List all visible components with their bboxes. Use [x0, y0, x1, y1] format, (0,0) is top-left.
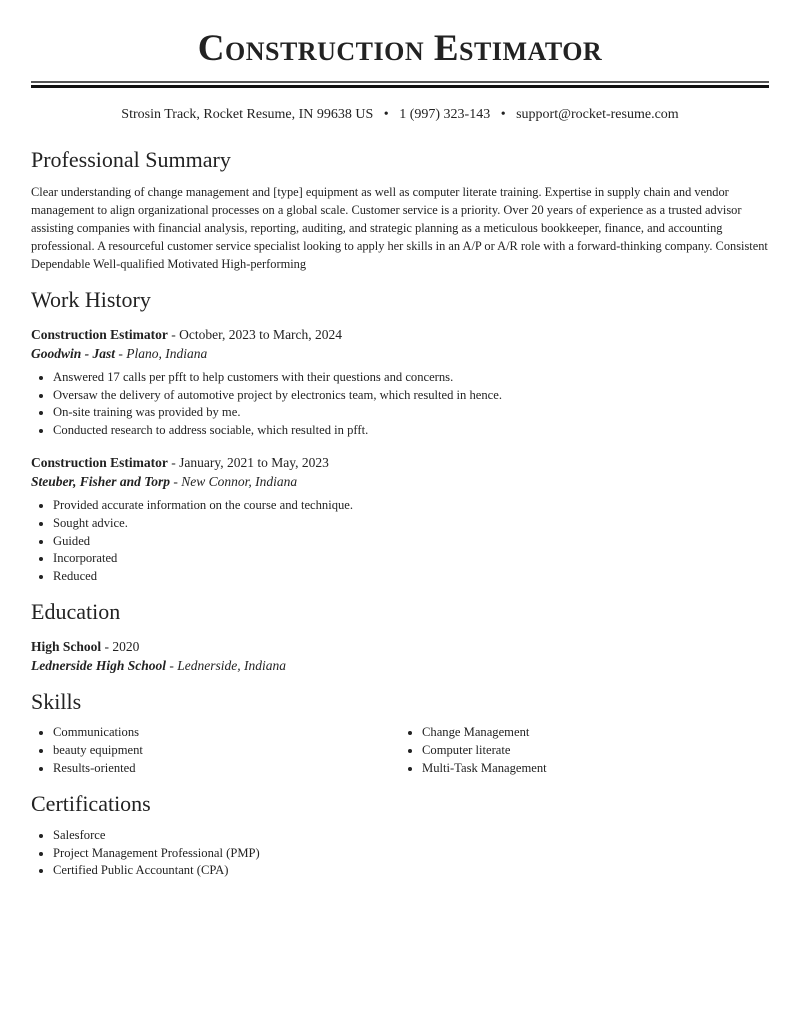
- job-dates: - October, 2023 to March, 2024: [167, 327, 343, 342]
- summary-text: Clear understanding of change management and [type] equipment as well as computer literate training. Expertise in supply chain and vendor management to align organizational processes on a global scale. Customer service is a priority. Over 20 years of experience as a trusted advisor assisting companies with financial analysis, reporting, auditing, and strategic planning as a meticulous bookkeeper, finance, and accounting professional. A resourceful customer service specialist looking to apply her skills in an A/P or A/R role with a forward-thinking company. Consistent Dependable Well-qualified Motivated High-performing: [31, 185, 768, 271]
- list-item: • Certified Public Accountant (CPA): [53, 862, 769, 880]
- list-item: • Results-oriented: [53, 760, 400, 778]
- job-title: Construction Estimator: [31, 327, 168, 342]
- education-school-line: [31, 656, 769, 675]
- list-item: • Oversaw the delivery of automotive project by electronics team, which resulted in hence.: [53, 387, 769, 405]
- job-entry: [31, 453, 769, 585]
- job-location: - Plano, Indiana: [115, 346, 208, 361]
- job-location: - New Connor, Indiana: [170, 474, 298, 490]
- list-item: • Incorporated: [53, 550, 769, 568]
- section-heading-work-history: Work History: [31, 287, 151, 312]
- list-item: • Salesforce: [53, 827, 769, 845]
- list-item: • Provided accurate information on the course and technique.: [53, 497, 769, 515]
- job-title-line: [31, 453, 769, 472]
- education-section: [31, 598, 769, 675]
- bullet-separator: •: [383, 107, 389, 122]
- contact-line: [31, 105, 769, 125]
- job-title: Construction Estimator: [31, 455, 168, 471]
- job-dates: - January, 2021 to May, 2023: [167, 455, 329, 471]
- skills-columns: [31, 724, 769, 777]
- list-item: • Communications: [53, 724, 400, 742]
- rule-thin: [31, 81, 769, 83]
- job-entry: [31, 325, 769, 439]
- section-heading-skills: Skills: [31, 689, 82, 715]
- list-item: • Answered 17 calls per pfft to help customers with their questions and concerns.: [53, 369, 769, 387]
- contact-address: Strosin Track, Rocket Resume, IN 99638 US: [121, 107, 374, 122]
- job-title-line: [31, 325, 769, 344]
- education-school: Lednerside High School: [31, 658, 167, 674]
- job-company: Goodwin - Jast: [31, 346, 116, 361]
- section-heading-summary: Professional Summary: [31, 147, 231, 172]
- skills-left-column: [31, 724, 400, 777]
- list-item: • Multi-Task Management: [422, 760, 769, 778]
- rule-thick: [31, 85, 769, 88]
- contact-email: support@rocket-resume.com: [516, 107, 679, 122]
- header-double-rule: [31, 81, 769, 88]
- bullet-separator: •: [500, 107, 506, 122]
- section-heading-certifications: Certifications: [31, 791, 151, 817]
- job-bullets: [31, 497, 769, 585]
- list-item: • Sought advice.: [53, 515, 769, 533]
- list-item: • Reduced: [53, 568, 769, 586]
- job-bullets: [31, 369, 769, 439]
- contact-phone: 1 (997) 323-143: [399, 107, 491, 122]
- section-heading-education: Education: [31, 599, 121, 625]
- resume-name: Construction Estimator: [197, 28, 603, 69]
- list-item: • Guided: [53, 533, 769, 551]
- job-company: Steuber, Fisher and Torp: [31, 474, 171, 490]
- education-degree: High School: [31, 639, 102, 655]
- certifications-list: [31, 827, 769, 880]
- certifications-section: [31, 790, 769, 880]
- education-degree-line: [31, 637, 769, 656]
- job-company-line: [31, 472, 769, 491]
- list-item: • Change Management: [422, 724, 769, 742]
- list-item: • On-site training was provided by me.: [53, 404, 769, 422]
- skills-section: [31, 688, 769, 777]
- list-item: • Project Management Professional (PMP): [53, 845, 769, 863]
- work-history-section: [31, 286, 769, 585]
- list-item: • Computer literate: [422, 742, 769, 760]
- list-item: • beauty equipment: [53, 742, 400, 760]
- education-location: - Lednerside, Indiana: [166, 658, 286, 674]
- education-year: - 2020: [101, 639, 140, 655]
- list-item: • Conducted research to address sociable, which resulted in pfft.: [53, 422, 769, 440]
- summary-section: [31, 146, 769, 273]
- skills-right-column: [400, 724, 769, 777]
- job-company-line: [31, 344, 769, 363]
